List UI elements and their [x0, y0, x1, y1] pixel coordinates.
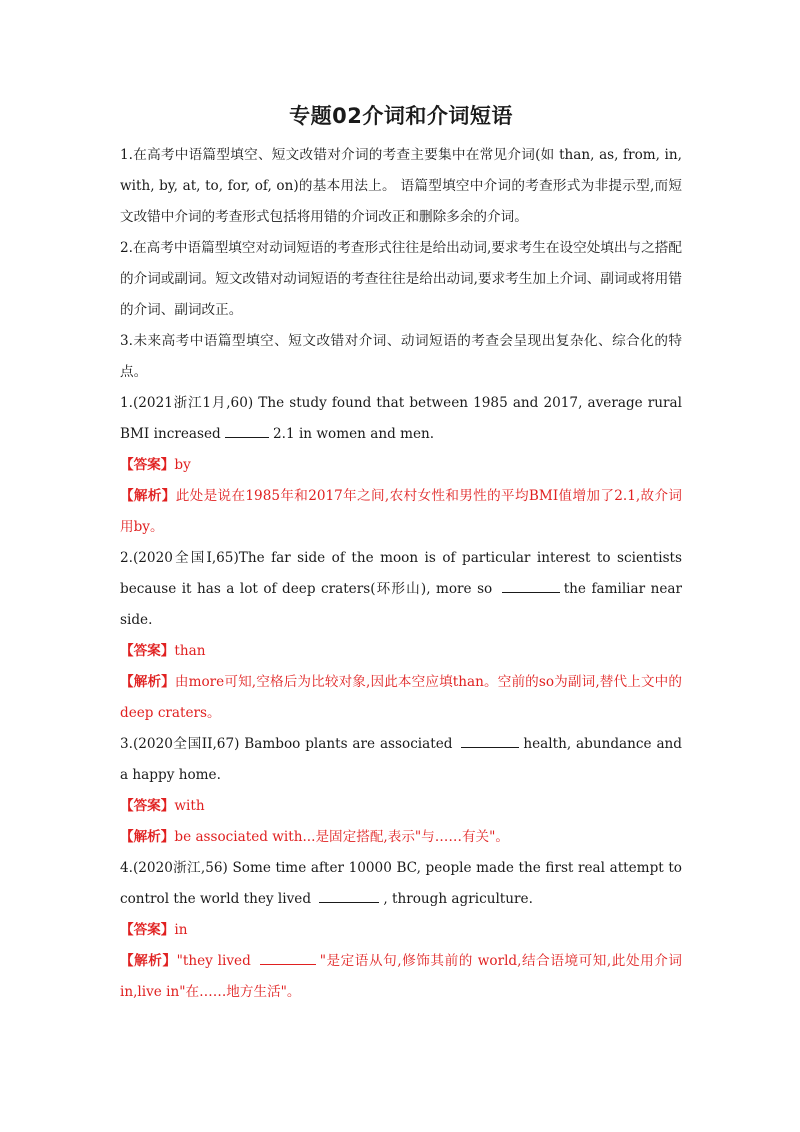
question-text-after: , through agriculture.: [383, 891, 533, 907]
intro-paragraph-3: 3.未来高考中语篇型填空、短文改错对介词、动词短语的考查会呈现出复杂化、综合化的特点。: [120, 333, 682, 380]
analysis-text-after: "是定语从句,修饰其前的 world,结合语境可知,此处用介词in,live in"在……地方生活"。: [120, 953, 682, 1000]
answer-line: [120, 636, 682, 667]
question-block-4: [120, 853, 682, 1008]
answer-tag: 【答案】: [120, 643, 175, 659]
analysis-text: be associated with...是固定搭配,表示"与……有关"。: [174, 829, 509, 845]
question-text-after: health, abundance and a happy home.: [120, 736, 683, 783]
question-text-after: the familiar near side.: [120, 581, 682, 628]
answer-value: with: [174, 798, 205, 814]
answer-value: in: [174, 922, 188, 938]
analysis-text-before: "they lived: [176, 953, 256, 969]
analysis-tag: 【解析】: [120, 953, 177, 969]
intro-paragraph-2: 2.在高考中语篇型填空对动词短语的考查形式往往是给出动词,要求考生在设空处填出与之搭配的介词或副词。短文改错对动词短语的考查往往是给出动词,要求考生加上介词、副词或将用错的介词、副词改正。: [120, 240, 682, 318]
question-text-before: 1.(2021浙江1月,60) The study found that between 1985 and 2017, average rural BMI increased: [120, 395, 682, 442]
answer-tag: 【答案】: [120, 457, 175, 473]
question-block-2: [120, 543, 682, 729]
fill-blank: [260, 950, 316, 965]
question-text-before: 2.(2020全国I,65)The far side of the moon is of particular interest to scientists because it has a lot of deep craters(环形山), more so: [120, 550, 682, 597]
question-text-before: 3.(2020全国II,67) Bamboo plants are associated: [120, 736, 458, 752]
answer-line: [120, 915, 682, 946]
answer-line: [120, 450, 682, 481]
answer-tag: 【答案】: [120, 798, 175, 814]
question-text-after: 2.1 in women and men.: [273, 426, 435, 442]
fill-blank: [225, 423, 269, 438]
analysis-tag: 【解析】: [120, 674, 175, 690]
analysis-tag: 【解析】: [120, 829, 175, 845]
page-title: 专题02介词和介词短语: [289, 104, 513, 128]
analysis-line: [120, 822, 682, 853]
answer-value: than: [174, 643, 206, 659]
fill-blank: [319, 888, 379, 903]
analysis-tag: 【解析】: [120, 488, 176, 504]
question-text-before: 4.(2020浙江,56) Some time after 10000 BC, people made the first real attempt to control the world they lived: [120, 860, 682, 907]
question-block-3: [120, 729, 682, 853]
analysis-line: [120, 667, 682, 729]
question-text: [120, 853, 682, 915]
answer-value: by: [174, 457, 191, 473]
answer-line: [120, 791, 682, 822]
fill-blank: [502, 578, 560, 593]
question-text: [120, 543, 682, 636]
question-text: [120, 388, 682, 450]
question-text: [120, 729, 682, 791]
question-block-1: [120, 388, 682, 543]
analysis-text: 此处是说在1985年和2017年之间,农村女性和男性的平均BMI值增加了2.1,故介词用by。: [120, 488, 682, 535]
analysis-line: [120, 481, 682, 543]
intro-paragraph-1: 1.在高考中语篇型填空、短文改错对介词的考查主要集中在常见介词(如 than, as, from, in, with, by, at, to, for, of, on)的基本用法上。 语篇型填空中介词的考查形式为非提示型,而短文改错中介词的考查形式包括将用错的介词改正和删除多余的介词。: [120, 147, 682, 225]
fill-blank: [461, 733, 519, 748]
answer-tag: 【答案】: [120, 922, 175, 938]
analysis-line: [120, 946, 682, 1008]
analysis-text: 由more可知,空格后为比较对象,因此本空应填than。空前的so为副词,替代上文中的deep craters。: [120, 674, 682, 721]
